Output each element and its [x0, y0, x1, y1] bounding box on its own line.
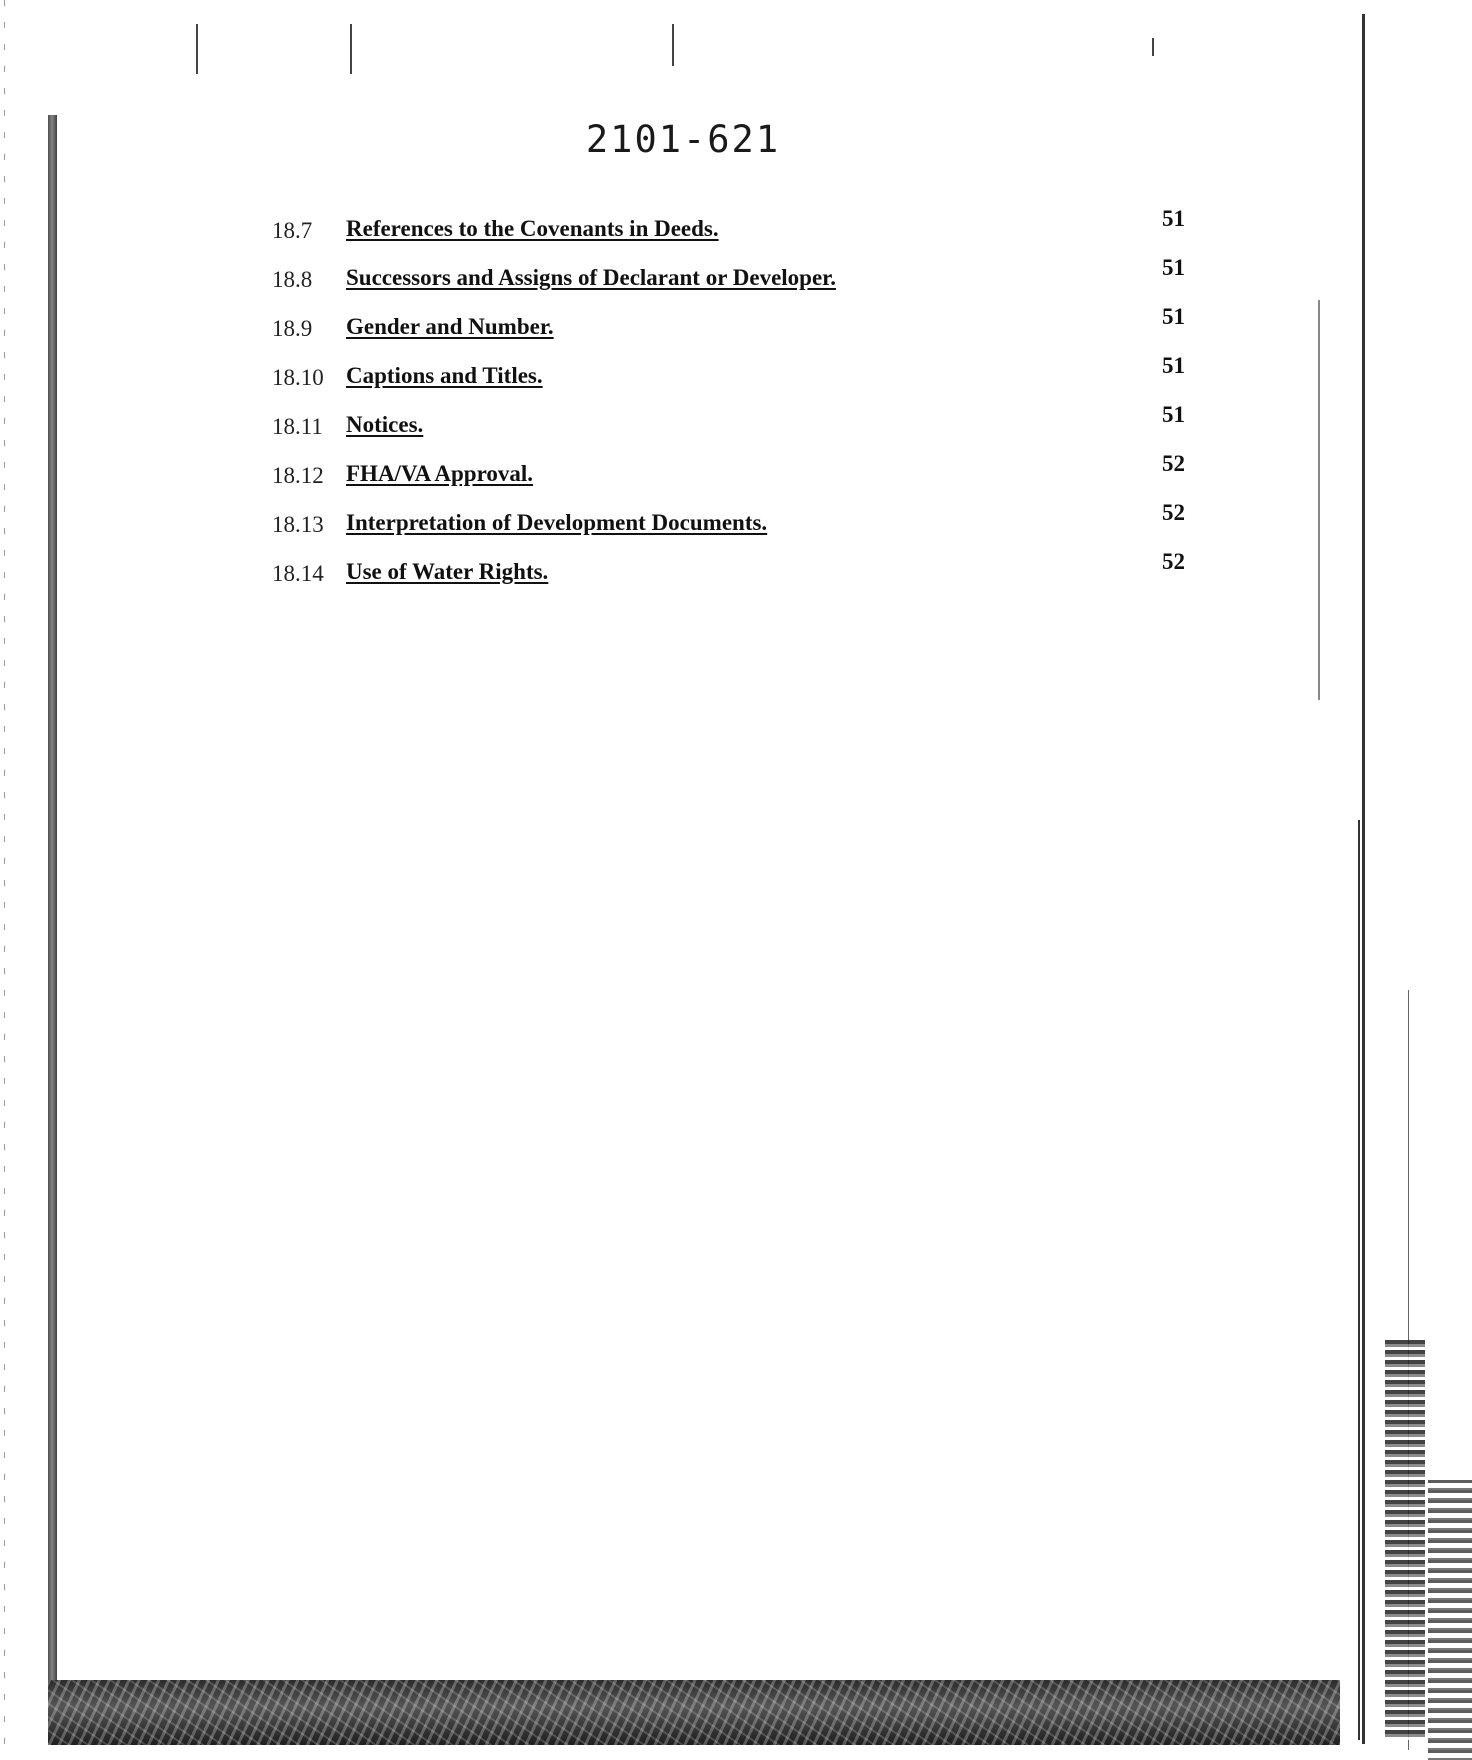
toc-section-number: 18.8 — [272, 267, 313, 292]
toc-page-number: 51 — [1162, 304, 1185, 329]
toc-section-title: Gender and Number. — [346, 314, 554, 339]
toc-row — [272, 255, 1212, 308]
toc-row — [272, 402, 1212, 455]
scan-artifact-rule — [1358, 820, 1360, 1740]
toc-row — [272, 304, 1212, 357]
scan-artifact-tick — [1152, 38, 1154, 56]
toc-section-number: 18.11 — [272, 414, 323, 439]
scan-artifact-tick — [350, 24, 352, 74]
toc-section-title: Notices. — [346, 412, 424, 437]
toc-section-number: 18.9 — [272, 316, 313, 341]
toc-section-number: 18.10 — [272, 365, 324, 390]
toc-section-number: 18.7 — [272, 218, 313, 243]
scan-artifact-block — [1428, 1480, 1472, 1760]
toc-section-number: 18.12 — [272, 463, 324, 488]
toc-page-number: 51 — [1162, 255, 1185, 280]
toc-page-number: 52 — [1162, 451, 1185, 476]
toc-section-title: FHA/VA Approval. — [346, 461, 534, 486]
toc-row — [272, 206, 1212, 259]
scan-artifact — [4, 0, 5, 1760]
scan-artifact-tick — [672, 24, 674, 66]
toc-row — [272, 451, 1212, 504]
toc-section-title: Use of Water Rights. — [346, 559, 549, 584]
scan-artifact-right-rule — [1362, 14, 1365, 1744]
toc-section-number: 18.13 — [272, 512, 324, 537]
toc-row — [272, 353, 1212, 406]
toc-page-number: 51 — [1162, 206, 1185, 231]
document-number: 2101-621 — [585, 118, 781, 161]
scan-artifact-block — [1385, 1340, 1425, 1740]
toc-section-title: Successors and Assigns of Declarant or Developer. — [346, 265, 837, 290]
scan-artifact-tick — [196, 24, 198, 74]
toc-row — [272, 500, 1212, 553]
scan-artifact-left-edge — [48, 115, 57, 1700]
toc-section-title: References to the Covenants in Deeds. — [346, 216, 719, 241]
toc-section-title: Captions and Titles. — [346, 363, 543, 388]
toc-page-number: 51 — [1162, 402, 1185, 427]
toc-page-number: 52 — [1162, 500, 1185, 525]
toc-page-number: 52 — [1162, 549, 1185, 574]
scan-artifact-bottom-band — [48, 1680, 1340, 1745]
toc-page-number: 51 — [1162, 353, 1185, 378]
scan-artifact-rule — [1318, 300, 1320, 700]
toc-section-title: Interpretation of Development Documents. — [346, 510, 768, 535]
toc-row — [272, 549, 1212, 602]
table-of-contents — [272, 206, 1212, 602]
toc-section-number: 18.14 — [272, 561, 324, 586]
